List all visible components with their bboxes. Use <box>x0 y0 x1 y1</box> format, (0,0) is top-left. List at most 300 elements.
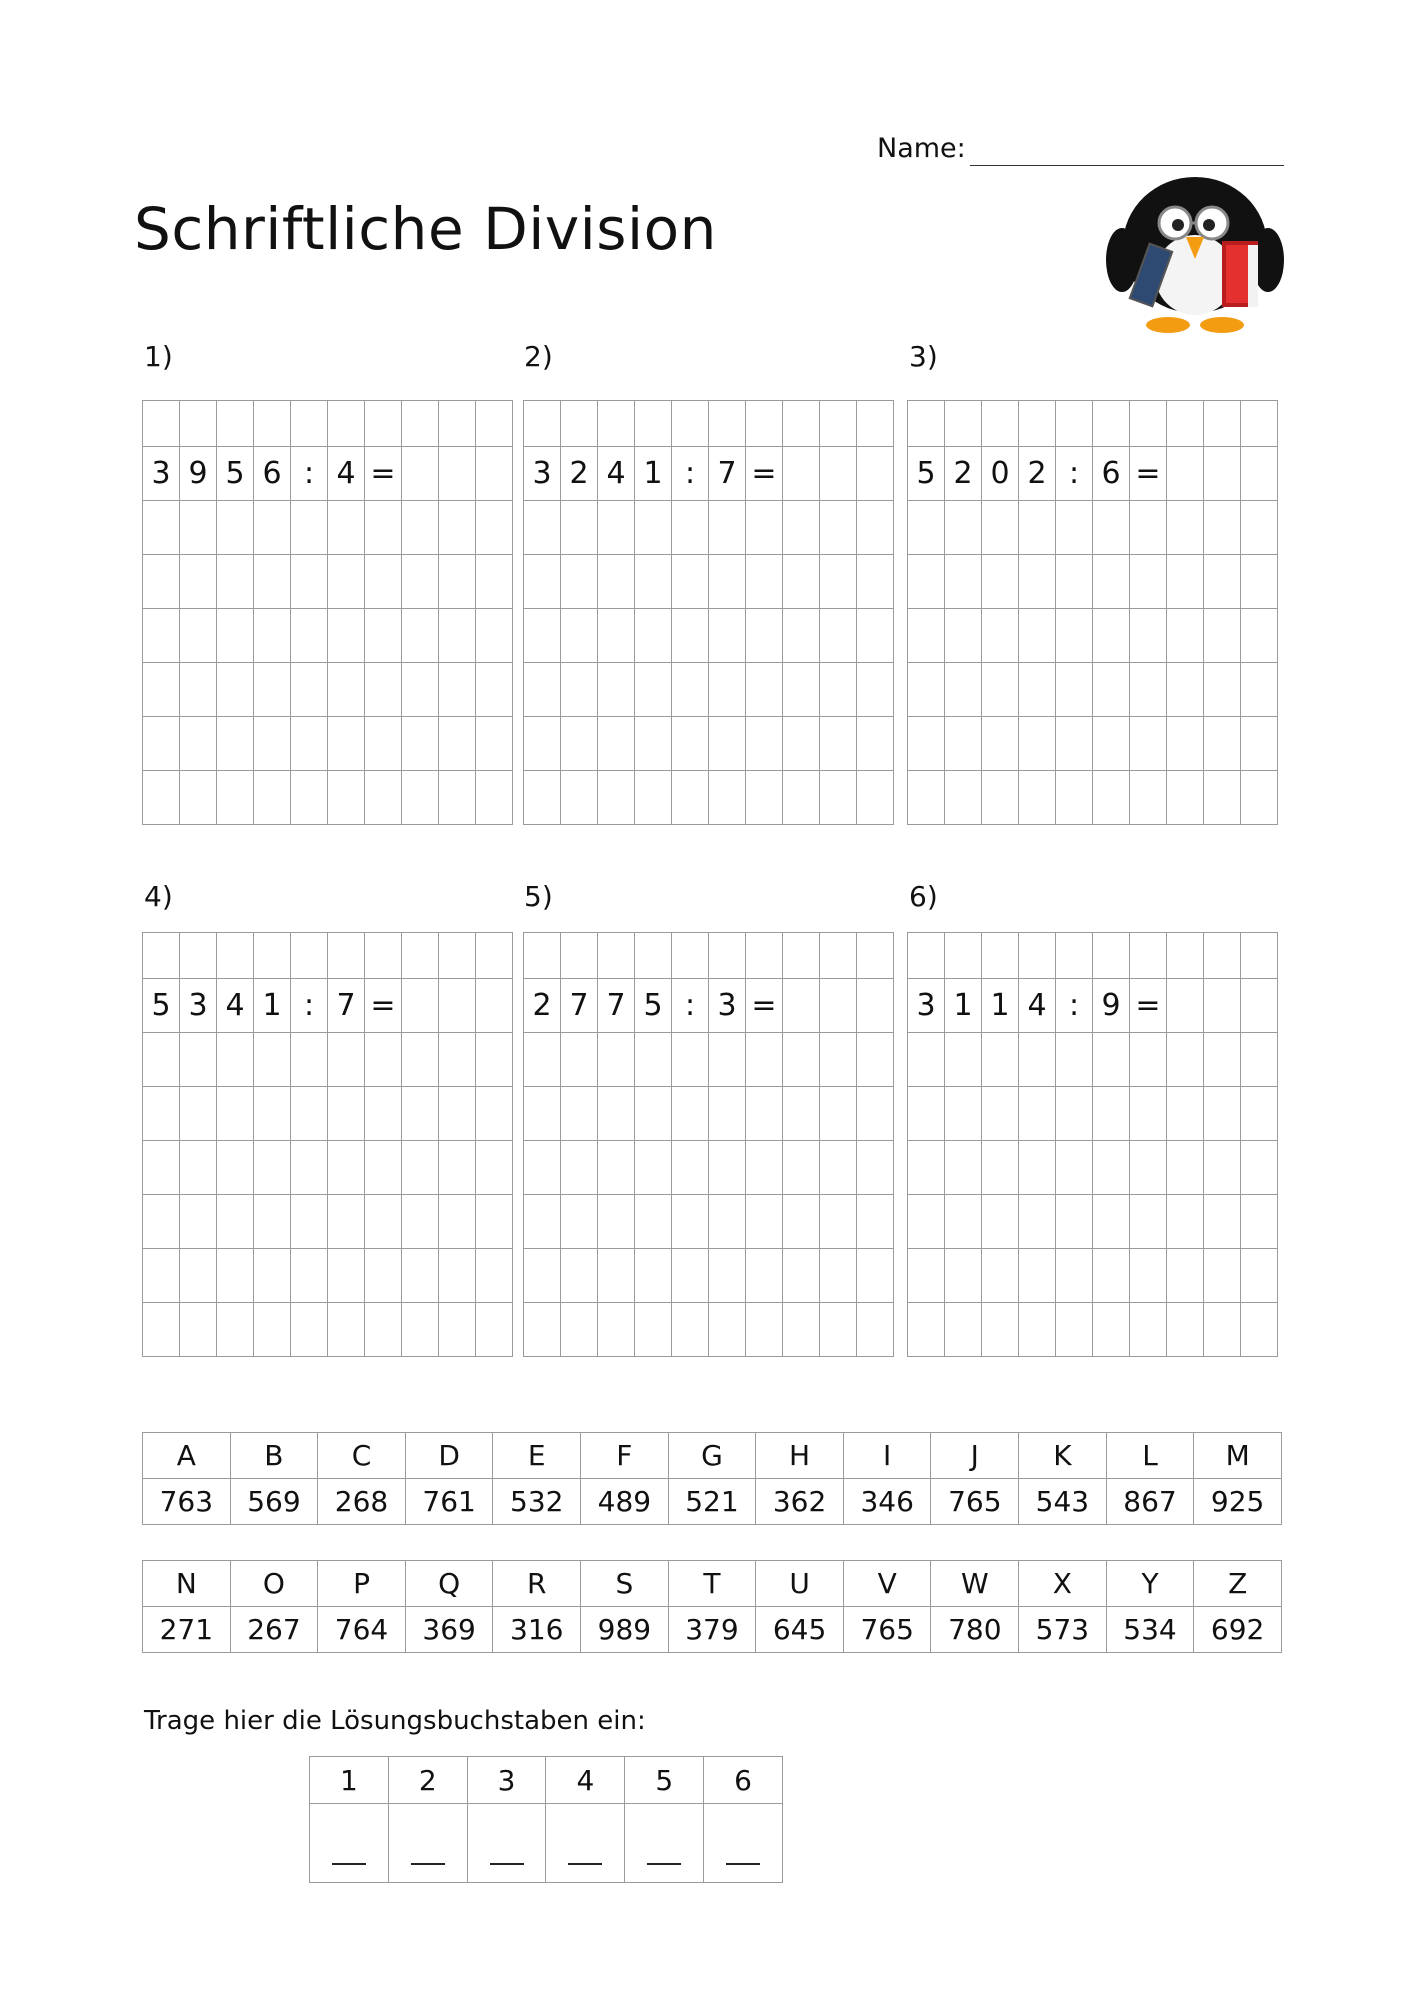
grid-cell[interactable] <box>598 1141 635 1195</box>
grid-cell[interactable] <box>1167 1303 1204 1357</box>
grid-cell[interactable] <box>291 663 328 717</box>
grid-cell[interactable] <box>143 1303 180 1357</box>
grid-cell[interactable] <box>820 979 857 1033</box>
grid-cell[interactable]: 2 <box>945 447 982 501</box>
grid-cell[interactable] <box>1056 1249 1093 1303</box>
grid-cell[interactable] <box>672 1195 709 1249</box>
grid-cell[interactable] <box>1019 933 1056 979</box>
grid-cell[interactable]: : <box>672 979 709 1033</box>
grid-cell[interactable] <box>402 933 439 979</box>
grid-cell[interactable] <box>254 1033 291 1087</box>
grid-cell[interactable] <box>1056 401 1093 447</box>
grid-cell[interactable] <box>561 501 598 555</box>
grid-cell[interactable] <box>476 663 513 717</box>
grid-cell[interactable] <box>783 1033 820 1087</box>
grid-cell[interactable] <box>439 555 476 609</box>
grid-cell[interactable] <box>439 933 476 979</box>
grid-cell[interactable] <box>1093 1087 1130 1141</box>
grid-cell[interactable] <box>945 1141 982 1195</box>
grid-cell[interactable] <box>402 401 439 447</box>
grid-cell[interactable] <box>1167 609 1204 663</box>
grid-cell[interactable] <box>1241 1303 1278 1357</box>
grid-cell[interactable] <box>945 663 982 717</box>
grid-cell[interactable]: 7 <box>328 979 365 1033</box>
grid-cell[interactable] <box>1056 1033 1093 1087</box>
grid-cell[interactable] <box>402 555 439 609</box>
grid-cell[interactable] <box>1019 1303 1056 1357</box>
grid-cell[interactable] <box>476 771 513 825</box>
grid-cell[interactable]: 1 <box>635 447 672 501</box>
grid-cell[interactable] <box>1167 1141 1204 1195</box>
grid-cell[interactable]: = <box>365 447 402 501</box>
grid-cell[interactable]: 2 <box>561 447 598 501</box>
grid-cell[interactable] <box>635 771 672 825</box>
grid-cell[interactable] <box>857 1195 894 1249</box>
grid-cell[interactable] <box>561 933 598 979</box>
grid-cell[interactable]: 1 <box>945 979 982 1033</box>
grid-cell[interactable] <box>524 1303 561 1357</box>
grid-cell[interactable] <box>1167 1195 1204 1249</box>
grid-cell[interactable] <box>857 979 894 1033</box>
answer-blank[interactable] <box>704 1804 783 1883</box>
grid-cell[interactable] <box>908 1141 945 1195</box>
grid-cell[interactable] <box>291 771 328 825</box>
grid-cell[interactable] <box>180 401 217 447</box>
grid-cell[interactable] <box>635 501 672 555</box>
grid-cell[interactable] <box>1130 609 1167 663</box>
grid-cell[interactable] <box>402 1141 439 1195</box>
grid-cell[interactable] <box>1167 1033 1204 1087</box>
grid-cell[interactable] <box>439 1303 476 1357</box>
grid-cell[interactable] <box>783 1087 820 1141</box>
grid-cell[interactable] <box>672 1033 709 1087</box>
grid-cell[interactable]: : <box>1056 979 1093 1033</box>
grid-cell[interactable] <box>1167 501 1204 555</box>
grid-cell[interactable] <box>217 717 254 771</box>
grid-cell[interactable] <box>365 717 402 771</box>
grid-cell[interactable] <box>217 1087 254 1141</box>
grid-cell[interactable] <box>783 447 820 501</box>
answer-blank[interactable] <box>310 1804 389 1883</box>
grid-cell[interactable]: 0 <box>982 447 1019 501</box>
grid-cell[interactable] <box>945 1195 982 1249</box>
grid-cell[interactable] <box>635 401 672 447</box>
grid-cell[interactable] <box>672 1249 709 1303</box>
grid-cell[interactable] <box>254 663 291 717</box>
grid-cell[interactable] <box>1019 1249 1056 1303</box>
grid-cell[interactable] <box>982 1303 1019 1357</box>
grid-cell[interactable] <box>982 933 1019 979</box>
grid-cell[interactable] <box>1019 501 1056 555</box>
grid-cell[interactable] <box>561 663 598 717</box>
grid-cell[interactable] <box>1093 1141 1130 1195</box>
grid-cell[interactable] <box>217 771 254 825</box>
grid-cell[interactable] <box>180 1141 217 1195</box>
grid-cell[interactable] <box>908 771 945 825</box>
grid-cell[interactable] <box>746 1249 783 1303</box>
grid-cell[interactable] <box>1167 979 1204 1033</box>
grid-cell[interactable] <box>1056 1141 1093 1195</box>
grid-cell[interactable] <box>143 501 180 555</box>
grid-cell[interactable] <box>598 555 635 609</box>
grid-cell[interactable] <box>746 1087 783 1141</box>
name-field[interactable] <box>970 165 1284 166</box>
grid-cell[interactable] <box>1241 1087 1278 1141</box>
grid-cell[interactable]: 4 <box>1019 979 1056 1033</box>
grid-cell[interactable] <box>598 1303 635 1357</box>
grid-cell[interactable] <box>365 609 402 663</box>
grid-cell[interactable] <box>672 609 709 663</box>
grid-cell[interactable] <box>254 1087 291 1141</box>
grid-cell[interactable] <box>439 663 476 717</box>
grid-cell[interactable] <box>143 401 180 447</box>
grid-cell[interactable] <box>143 555 180 609</box>
grid-cell[interactable] <box>254 609 291 663</box>
grid-cell[interactable] <box>524 1033 561 1087</box>
grid-cell[interactable] <box>908 501 945 555</box>
grid-cell[interactable] <box>820 1087 857 1141</box>
grid-cell[interactable] <box>820 401 857 447</box>
grid-cell[interactable] <box>908 1195 945 1249</box>
grid-cell[interactable] <box>476 501 513 555</box>
grid-cell[interactable] <box>982 1249 1019 1303</box>
grid-cell[interactable] <box>561 771 598 825</box>
grid-cell[interactable] <box>746 401 783 447</box>
grid-cell[interactable] <box>709 1303 746 1357</box>
grid-cell[interactable] <box>857 1033 894 1087</box>
grid-cell[interactable] <box>524 401 561 447</box>
grid-cell[interactable] <box>908 933 945 979</box>
answer-blank[interactable] <box>467 1804 546 1883</box>
grid-cell[interactable] <box>254 933 291 979</box>
grid-cell[interactable] <box>180 501 217 555</box>
grid-cell[interactable] <box>143 1087 180 1141</box>
grid-cell[interactable] <box>598 501 635 555</box>
grid-cell[interactable] <box>328 609 365 663</box>
grid-cell[interactable]: : <box>672 447 709 501</box>
grid-cell[interactable] <box>1130 933 1167 979</box>
grid-cell[interactable] <box>857 501 894 555</box>
grid-cell[interactable] <box>365 1249 402 1303</box>
grid-cell[interactable] <box>1019 401 1056 447</box>
grid-cell[interactable] <box>328 1303 365 1357</box>
grid-cell[interactable] <box>857 555 894 609</box>
grid-cell[interactable] <box>143 1033 180 1087</box>
grid-cell[interactable] <box>982 1141 1019 1195</box>
answer-blank[interactable] <box>546 1804 625 1883</box>
grid-cell[interactable] <box>1019 555 1056 609</box>
grid-cell[interactable] <box>439 501 476 555</box>
grid-cell[interactable] <box>291 1249 328 1303</box>
division-grid[interactable] <box>907 932 1278 1357</box>
grid-cell[interactable] <box>402 1087 439 1141</box>
grid-cell[interactable] <box>908 717 945 771</box>
grid-cell[interactable] <box>1056 1087 1093 1141</box>
grid-cell[interactable] <box>439 1033 476 1087</box>
grid-cell[interactable] <box>524 555 561 609</box>
grid-cell[interactable] <box>524 771 561 825</box>
grid-cell[interactable] <box>439 1249 476 1303</box>
grid-cell[interactable] <box>672 401 709 447</box>
grid-cell[interactable] <box>328 1141 365 1195</box>
grid-cell[interactable] <box>908 609 945 663</box>
grid-cell[interactable] <box>180 717 217 771</box>
grid-cell[interactable] <box>783 1249 820 1303</box>
grid-cell[interactable] <box>1241 609 1278 663</box>
grid-cell[interactable] <box>476 609 513 663</box>
grid-cell[interactable] <box>982 401 1019 447</box>
grid-cell[interactable] <box>1241 501 1278 555</box>
grid-cell[interactable]: 5 <box>217 447 254 501</box>
grid-cell[interactable] <box>254 401 291 447</box>
grid-cell[interactable] <box>746 717 783 771</box>
grid-cell[interactable] <box>402 717 439 771</box>
grid-cell[interactable] <box>217 401 254 447</box>
grid-cell[interactable] <box>180 771 217 825</box>
grid-cell[interactable] <box>635 933 672 979</box>
grid-cell[interactable] <box>820 933 857 979</box>
grid-cell[interactable] <box>1167 663 1204 717</box>
grid-cell[interactable] <box>982 1195 1019 1249</box>
grid-cell[interactable] <box>561 717 598 771</box>
grid-cell[interactable] <box>365 1033 402 1087</box>
grid-cell[interactable] <box>945 1033 982 1087</box>
answer-blank[interactable] <box>625 1804 704 1883</box>
grid-cell[interactable] <box>635 663 672 717</box>
grid-cell[interactable] <box>217 1033 254 1087</box>
grid-cell[interactable] <box>1019 1195 1056 1249</box>
grid-cell[interactable]: 9 <box>180 447 217 501</box>
grid-cell[interactable] <box>598 717 635 771</box>
grid-cell[interactable] <box>982 501 1019 555</box>
grid-cell[interactable] <box>439 1195 476 1249</box>
grid-cell[interactable] <box>672 1087 709 1141</box>
grid-cell[interactable] <box>1204 401 1241 447</box>
grid-cell[interactable]: 3 <box>709 979 746 1033</box>
grid-cell[interactable] <box>1241 933 1278 979</box>
grid-cell[interactable] <box>291 933 328 979</box>
grid-cell[interactable] <box>820 717 857 771</box>
grid-cell[interactable] <box>672 1303 709 1357</box>
grid-cell[interactable] <box>982 663 1019 717</box>
grid-cell[interactable] <box>1241 663 1278 717</box>
grid-cell[interactable] <box>402 663 439 717</box>
grid-cell[interactable] <box>709 1195 746 1249</box>
grid-cell[interactable]: : <box>291 979 328 1033</box>
grid-cell[interactable] <box>254 1249 291 1303</box>
grid-cell[interactable] <box>1130 1195 1167 1249</box>
grid-cell[interactable]: : <box>1056 447 1093 501</box>
grid-cell[interactable] <box>143 609 180 663</box>
grid-cell[interactable] <box>857 933 894 979</box>
grid-cell[interactable] <box>328 663 365 717</box>
grid-cell[interactable] <box>365 663 402 717</box>
grid-cell[interactable] <box>820 501 857 555</box>
grid-cell[interactable] <box>1167 1249 1204 1303</box>
grid-cell[interactable]: 4 <box>328 447 365 501</box>
grid-cell[interactable] <box>439 979 476 1033</box>
grid-cell[interactable] <box>439 447 476 501</box>
grid-cell[interactable] <box>476 1249 513 1303</box>
grid-cell[interactable] <box>1019 1087 1056 1141</box>
grid-cell[interactable] <box>1093 555 1130 609</box>
grid-cell[interactable] <box>1093 501 1130 555</box>
grid-cell[interactable]: = <box>365 979 402 1033</box>
grid-cell[interactable] <box>1241 1195 1278 1249</box>
grid-cell[interactable] <box>180 1087 217 1141</box>
grid-cell[interactable] <box>1204 1195 1241 1249</box>
grid-cell[interactable] <box>217 663 254 717</box>
grid-cell[interactable] <box>635 1303 672 1357</box>
grid-cell[interactable] <box>1241 1141 1278 1195</box>
grid-cell[interactable] <box>672 717 709 771</box>
grid-cell[interactable] <box>982 771 1019 825</box>
grid-cell[interactable] <box>365 1087 402 1141</box>
grid-cell[interactable] <box>1019 609 1056 663</box>
grid-cell[interactable] <box>1204 1249 1241 1303</box>
grid-cell[interactable] <box>1093 1303 1130 1357</box>
grid-cell[interactable] <box>783 555 820 609</box>
grid-cell[interactable] <box>402 1303 439 1357</box>
grid-cell[interactable] <box>365 501 402 555</box>
grid-cell[interactable]: 3 <box>524 447 561 501</box>
grid-cell[interactable] <box>945 401 982 447</box>
grid-cell[interactable] <box>254 501 291 555</box>
grid-cell[interactable] <box>783 771 820 825</box>
grid-cell[interactable] <box>180 609 217 663</box>
grid-cell[interactable] <box>524 1141 561 1195</box>
grid-cell[interactable] <box>783 717 820 771</box>
grid-cell[interactable] <box>709 501 746 555</box>
grid-cell[interactable] <box>524 1087 561 1141</box>
grid-cell[interactable] <box>143 1195 180 1249</box>
grid-cell[interactable] <box>180 1249 217 1303</box>
grid-cell[interactable] <box>365 1303 402 1357</box>
grid-cell[interactable] <box>783 501 820 555</box>
grid-cell[interactable] <box>402 501 439 555</box>
grid-cell[interactable] <box>365 1141 402 1195</box>
grid-cell[interactable] <box>783 663 820 717</box>
grid-cell[interactable] <box>217 609 254 663</box>
grid-cell[interactable] <box>291 555 328 609</box>
grid-cell[interactable] <box>820 663 857 717</box>
grid-cell[interactable] <box>439 401 476 447</box>
grid-cell[interactable] <box>291 401 328 447</box>
grid-cell[interactable] <box>820 447 857 501</box>
grid-cell[interactable] <box>1241 1033 1278 1087</box>
grid-cell[interactable] <box>402 771 439 825</box>
grid-cell[interactable] <box>783 1303 820 1357</box>
grid-cell[interactable] <box>746 609 783 663</box>
grid-cell[interactable] <box>635 1249 672 1303</box>
grid-cell[interactable] <box>328 401 365 447</box>
grid-cell[interactable] <box>1056 933 1093 979</box>
grid-cell[interactable] <box>476 447 513 501</box>
grid-cell[interactable] <box>254 1195 291 1249</box>
grid-cell[interactable] <box>820 555 857 609</box>
grid-cell[interactable] <box>476 1087 513 1141</box>
grid-cell[interactable] <box>328 501 365 555</box>
grid-cell[interactable] <box>328 771 365 825</box>
grid-cell[interactable] <box>982 717 1019 771</box>
grid-cell[interactable] <box>746 1033 783 1087</box>
grid-cell[interactable] <box>328 1087 365 1141</box>
grid-cell[interactable] <box>746 663 783 717</box>
grid-cell[interactable] <box>1056 717 1093 771</box>
grid-cell[interactable] <box>598 1195 635 1249</box>
division-grid[interactable] <box>523 932 894 1357</box>
grid-cell[interactable] <box>291 1033 328 1087</box>
grid-cell[interactable] <box>908 1033 945 1087</box>
grid-cell[interactable] <box>820 1033 857 1087</box>
grid-cell[interactable]: 2 <box>524 979 561 1033</box>
grid-cell[interactable] <box>709 401 746 447</box>
grid-cell[interactable] <box>561 555 598 609</box>
grid-cell[interactable] <box>820 771 857 825</box>
grid-cell[interactable] <box>561 1033 598 1087</box>
grid-cell[interactable] <box>291 717 328 771</box>
grid-cell[interactable] <box>945 609 982 663</box>
grid-cell[interactable]: = <box>746 979 783 1033</box>
grid-cell[interactable] <box>143 771 180 825</box>
grid-cell[interactable]: = <box>1130 979 1167 1033</box>
grid-cell[interactable] <box>1093 1033 1130 1087</box>
grid-cell[interactable] <box>598 1249 635 1303</box>
grid-cell[interactable] <box>1167 933 1204 979</box>
grid-cell[interactable] <box>1204 609 1241 663</box>
grid-cell[interactable] <box>524 609 561 663</box>
grid-cell[interactable] <box>1204 771 1241 825</box>
grid-cell[interactable] <box>635 717 672 771</box>
grid-cell[interactable] <box>291 609 328 663</box>
grid-cell[interactable] <box>143 1141 180 1195</box>
grid-cell[interactable]: 6 <box>254 447 291 501</box>
grid-cell[interactable] <box>180 1303 217 1357</box>
grid-cell[interactable] <box>820 1141 857 1195</box>
grid-cell[interactable] <box>561 1141 598 1195</box>
grid-cell[interactable] <box>1241 401 1278 447</box>
grid-cell[interactable]: 7 <box>709 447 746 501</box>
grid-cell[interactable] <box>672 555 709 609</box>
grid-cell[interactable] <box>598 1033 635 1087</box>
grid-cell[interactable] <box>908 555 945 609</box>
grid-cell[interactable]: : <box>291 447 328 501</box>
grid-cell[interactable] <box>1204 447 1241 501</box>
grid-cell[interactable] <box>1241 771 1278 825</box>
grid-cell[interactable] <box>635 555 672 609</box>
grid-cell[interactable] <box>820 1303 857 1357</box>
grid-cell[interactable] <box>439 1141 476 1195</box>
grid-cell[interactable] <box>254 1141 291 1195</box>
grid-cell[interactable] <box>254 555 291 609</box>
grid-cell[interactable] <box>1204 1303 1241 1357</box>
division-grid[interactable] <box>142 932 513 1357</box>
division-grid[interactable] <box>523 400 894 825</box>
grid-cell[interactable] <box>365 933 402 979</box>
grid-cell[interactable] <box>945 771 982 825</box>
grid-cell[interactable]: 2 <box>1019 447 1056 501</box>
grid-cell[interactable] <box>1056 1195 1093 1249</box>
grid-cell[interactable] <box>746 1141 783 1195</box>
grid-cell[interactable] <box>746 501 783 555</box>
answer-blank[interactable] <box>388 1804 467 1883</box>
grid-cell[interactable] <box>709 555 746 609</box>
grid-cell[interactable] <box>1204 555 1241 609</box>
grid-cell[interactable] <box>709 609 746 663</box>
grid-cell[interactable]: 7 <box>598 979 635 1033</box>
grid-cell[interactable] <box>1130 1303 1167 1357</box>
grid-cell[interactable]: 7 <box>561 979 598 1033</box>
